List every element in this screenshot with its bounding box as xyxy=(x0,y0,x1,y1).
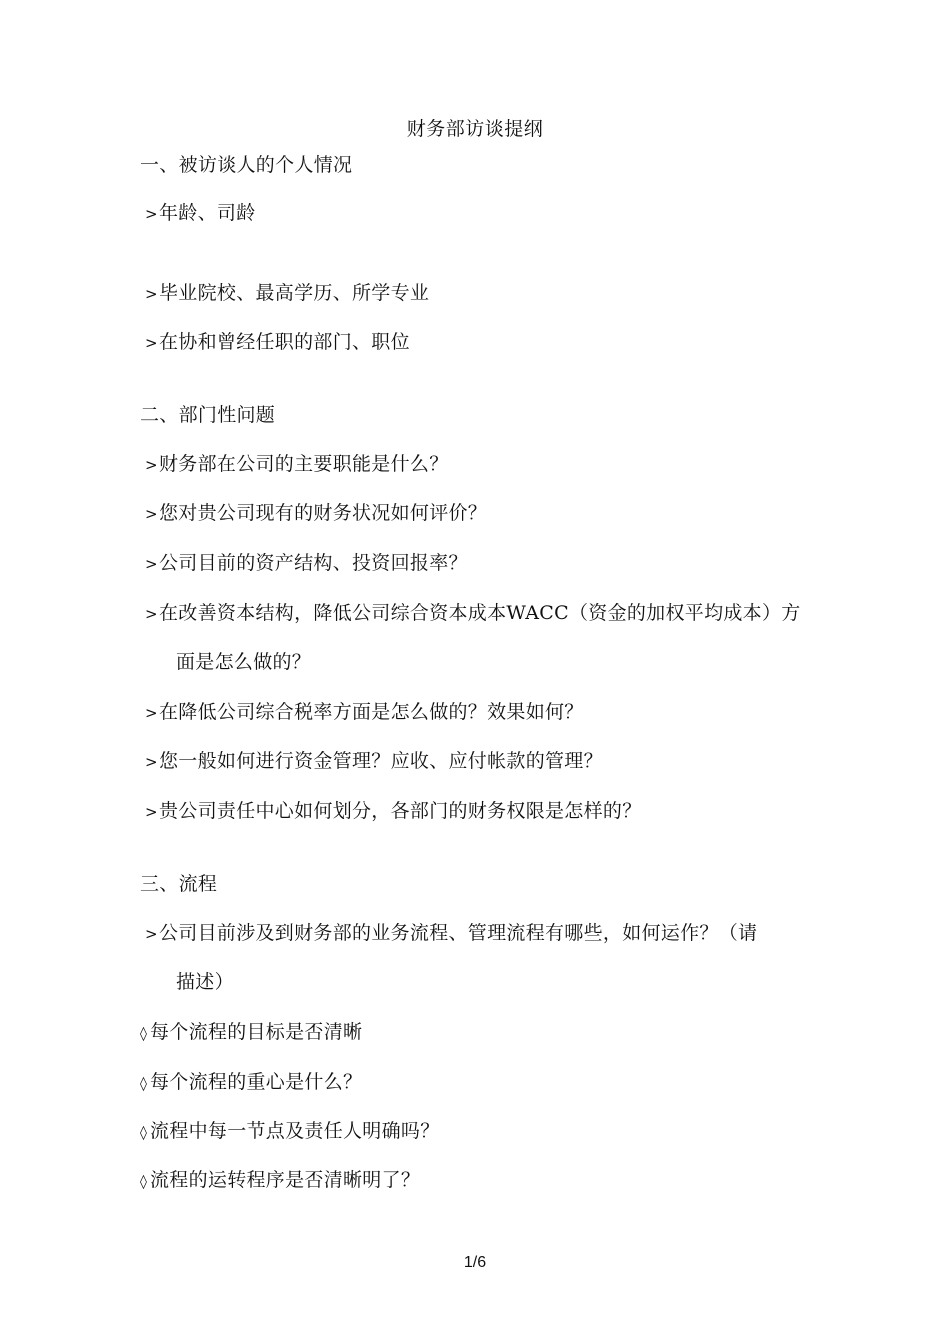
list-item xyxy=(145,449,449,476)
list-item xyxy=(145,796,642,823)
list-item-text: 在协和曾经任职的部门、职位 xyxy=(159,331,410,353)
list-item xyxy=(145,746,603,773)
list-item-text: 毕业院校、最高学历、所学专业 xyxy=(159,282,430,304)
diamond-bullet-icon: ◊ xyxy=(140,1076,148,1092)
diamond-bullet-icon: ◊ xyxy=(140,1174,148,1190)
list-item xyxy=(145,327,410,354)
list-item-text: 您一般如何进行资金管理？应收、应付帐款的管理？ xyxy=(159,750,603,772)
sub-list-item xyxy=(140,1017,362,1044)
list-item xyxy=(145,278,429,305)
bullet-mark: > xyxy=(145,456,158,474)
page-number: 1/6 xyxy=(463,1254,487,1271)
sub-list-item-text: 流程的运转程序是否清晰明了？ xyxy=(150,1169,421,1191)
list-item xyxy=(145,548,468,575)
list-item-text: 在降低公司综合税率方面是怎么做的？效果如何？ xyxy=(159,701,584,723)
sub-list-item-text: 每个流程的重心是什么？ xyxy=(150,1071,363,1093)
bullet-mark: > xyxy=(145,605,158,623)
list-item-continuation: 描述） xyxy=(176,971,234,993)
list-item-text: 贵公司责任中心如何划分，各部门的财务权限是怎样的？ xyxy=(159,800,642,822)
list-item xyxy=(145,498,487,525)
list-item xyxy=(145,918,757,945)
sub-list-item xyxy=(140,1165,420,1192)
sub-list-item-text: 流程中每一节点及责任人明确吗？ xyxy=(150,1120,440,1142)
section-heading-personal: 一、被访谈人的个人情况 xyxy=(140,154,353,176)
list-item-text: 公司目前涉及到财务部的业务流程、管理流程有哪些，如何运作？（请 xyxy=(159,922,758,944)
diamond-bullet-icon: ◊ xyxy=(140,1026,148,1042)
bullet-mark: > xyxy=(145,803,158,821)
list-item-continuation: 面是怎么做的？ xyxy=(176,651,312,673)
list-item xyxy=(145,697,584,724)
bullet-mark: > xyxy=(145,925,158,943)
bullet-mark: > xyxy=(145,334,158,352)
bullet-mark: > xyxy=(145,753,158,771)
sub-list-item xyxy=(140,1067,362,1094)
list-item-text: 年龄、司龄 xyxy=(159,202,256,224)
list-item xyxy=(145,598,801,625)
bullet-mark: > xyxy=(145,555,158,573)
document-title: 财务部访谈提纲 xyxy=(406,118,544,140)
list-item-text: 公司目前的资产结构、投资回报率？ xyxy=(159,552,468,574)
list-item-text: 您对贵公司现有的财务状况如何评价？ xyxy=(159,502,488,524)
section-heading-department: 二、部门性问题 xyxy=(140,404,276,426)
bullet-mark: > xyxy=(145,505,158,523)
list-item-text: 财务部在公司的主要职能是什么？ xyxy=(159,453,449,475)
bullet-mark: > xyxy=(145,704,158,722)
section-heading-process: 三、流程 xyxy=(140,873,218,895)
sub-list-item xyxy=(140,1116,440,1143)
list-item-text: 在改善资本结构，降低公司综合资本成本WACC（资金的加权平均成本）方 xyxy=(159,602,801,624)
diamond-bullet-icon: ◊ xyxy=(140,1125,148,1141)
list-item xyxy=(145,198,256,225)
bullet-mark: > xyxy=(145,205,158,223)
sub-list-item-text: 每个流程的目标是否清晰 xyxy=(150,1021,363,1043)
bullet-mark: > xyxy=(145,285,158,303)
